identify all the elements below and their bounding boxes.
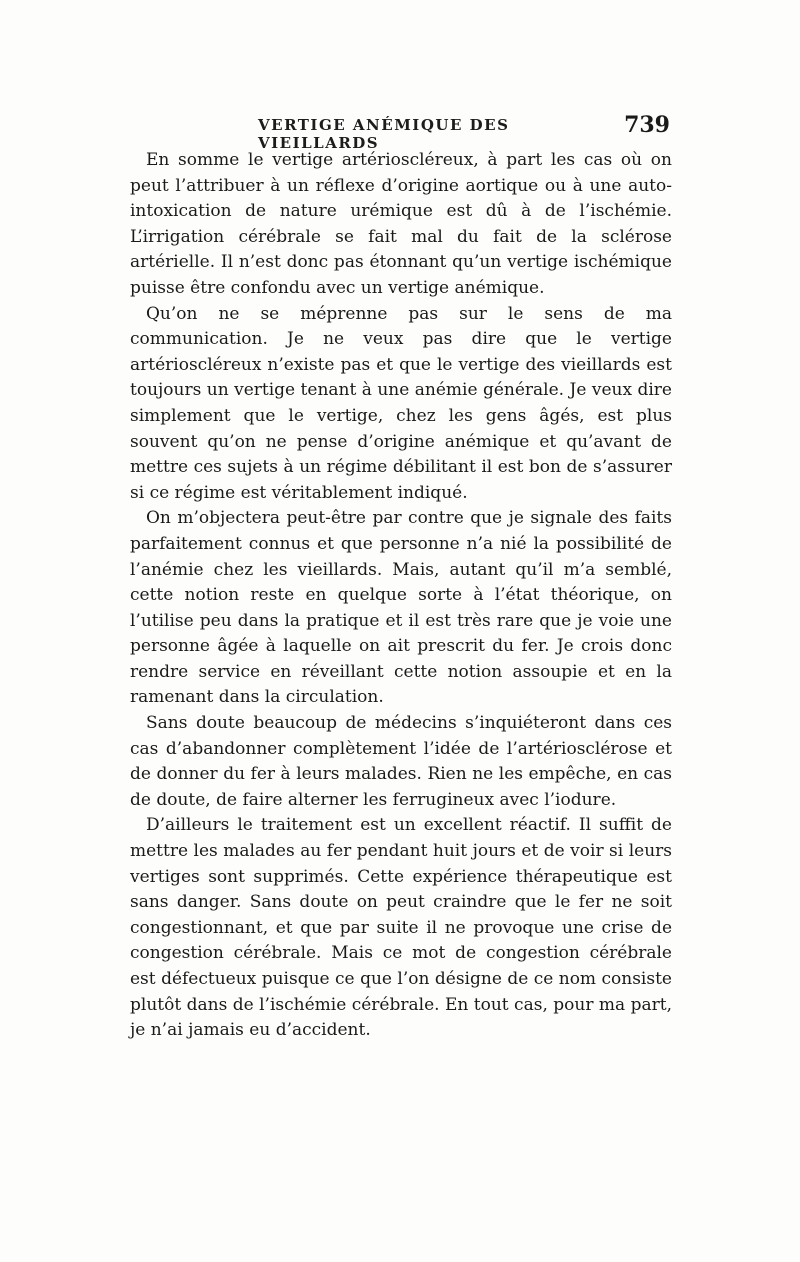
running-head bbox=[128, 112, 670, 152]
paragraph-5: D’ailleurs le traitement est un excellent réactif. Il suffit de mettre les malades au fer pendant huit jours et de voir si leurs vertiges sont supprimés. Cette expérience thérapeutique est sans danger. Sans doute on peut craindre que le fer ne soit congestionnant, et que par suite il ne provoque une crise de congestion cérébrale. Mais ce mot de congestion cérébrale est défectueux puisque ce que l’on désigne de ce nom consiste plutôt dans de l’ischémie cérébrale. En tout cas, pour ma part, je n’ai jamais eu d’accident. bbox=[130, 815, 672, 1041]
page-number: 739 bbox=[624, 112, 670, 138]
running-title: VERTIGE ANÉMIQUE DES VIEILLARDS bbox=[258, 116, 510, 152]
paragraph-4: Sans doute beaucoup de médecins s’inquiéteront dans ces cas d’abandonner complètement l’idée de l’artériosclérose et de donner du fer à leurs malades. Rien ne les empêche, en cas de doute, de faire alterner les ferrugineux avec l’iodure. bbox=[130, 713, 672, 810]
body-text bbox=[130, 148, 672, 1044]
paragraph-3: On m’objectera peut-être par contre que je signale des faits parfaitement connus et que personne n’a nié la possibilité de l’anémie chez les vieillards. Mais, autant qu’il m’a semblé, cette notion reste en quelque sorte à l’état théorique, on l’utilise peu dans la pratique et il est très rare que je voie une personne âgée à laquelle on ait prescrit du fer. Je crois donc rendre service en réveillant cette notion assoupie et en la ramenant dans la circulation. bbox=[130, 508, 672, 708]
paragraph-2: Qu’on ne se méprenne pas sur le sens de ma communication. Je ne veux pas dire que le vertige artérioscléreux n’existe pas et que le vertige des vieillards est toujours un vertige tenant à une anémie générale. Je veux dire simplement que le vertige, chez les gens âgés, est plus souvent qu’on ne pense d’origine anémique et qu’avant de mettre ces sujets à un régime débilitant il est bon de s’assurer si ce régime est véritablement indiqué. bbox=[130, 303, 672, 503]
paragraph-1: En somme le vertige artérioscléreux, à part les cas où on peut l’attribuer à un réflexe d’origine aortique ou à une auto-intoxication de nature urémique est dû à de l’ischémie. L’irrigation cérébrale se fait mal du fait de la sclérose artérielle. Il n’est donc pas étonnant qu’un vertige ischémique puisse être confondu avec un vertige anémique. bbox=[130, 150, 672, 298]
